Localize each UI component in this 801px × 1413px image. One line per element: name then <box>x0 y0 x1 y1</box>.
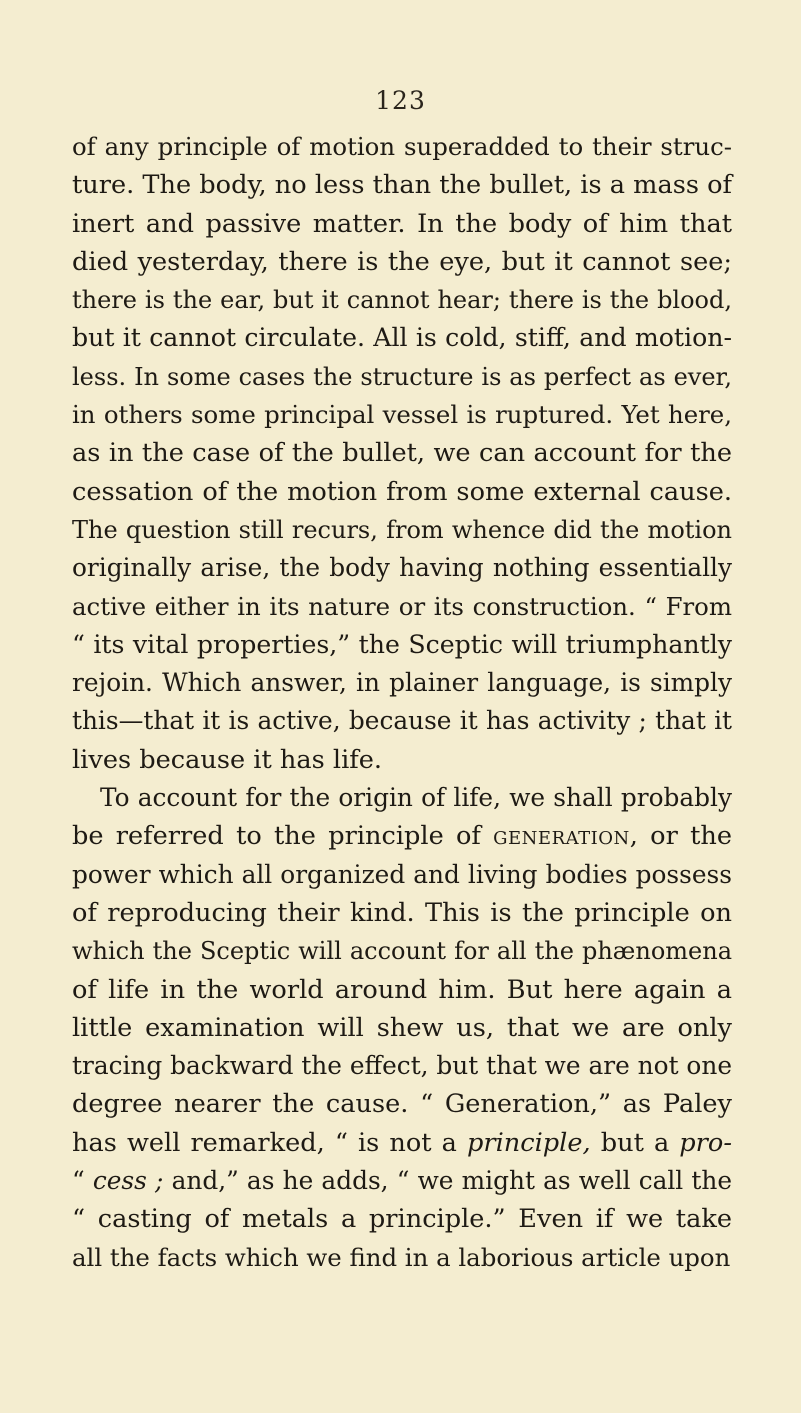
text-run: , or the <box>629 821 732 852</box>
text-line: of life in the world around him. But here again a <box>72 974 732 1005</box>
text-line: of reproducing their kind. This is the principle on <box>72 897 732 928</box>
text-line: died yesterday, there is the eye, but it cannot see; <box>72 246 732 277</box>
text-run: has well remarked, “ is not a <box>72 1127 467 1158</box>
text-line: inert and passive matter. In the body of him that <box>72 208 732 239</box>
text-line: degree nearer the cause. “ Generation,” as Paley <box>72 1089 732 1120</box>
italic-term: principle, <box>466 1127 591 1158</box>
text-line: of any principle of motion superadded to their struc- <box>72 132 732 161</box>
text-line: “ casting of metals a principle.” Even if we take <box>72 1204 732 1235</box>
text-line <box>72 817 732 855</box>
text-run: “ <box>72 1166 93 1196</box>
text-line: in others some principal vessel is ruptured. Yet here, <box>72 400 732 430</box>
text-line: but it cannot circulate. All is cold, stiff, and motion- <box>72 323 732 353</box>
text-line: tracing backward the effect, but that we are not one <box>72 1051 732 1081</box>
text-line: there is the ear, but it cannot hear; there is the blood, <box>72 286 732 315</box>
text-line <box>72 1124 732 1162</box>
text-line: power which all organized and living bodies possess <box>72 859 732 889</box>
italic-term: cess ; <box>92 1166 164 1196</box>
text-line: ture. The body, no less than the bullet, is a mass of <box>72 170 732 201</box>
text-run: be referred to the principle of <box>72 821 494 852</box>
text-line: this—that it is active, because it has activity ; that it <box>72 706 732 736</box>
italic-term: pro- <box>679 1127 732 1158</box>
page-number: 123 <box>375 86 426 115</box>
paragraph-start-line: To account for the origin of life, we shall probably <box>100 783 732 813</box>
text-line: all the facts which we find in a laborious article upon <box>72 1242 731 1272</box>
text-line: less. In some cases the structure is as perfect as ever, <box>72 362 732 391</box>
text-line: active either in its nature or its construction. “ From <box>72 591 732 621</box>
text-line: little examination will shew us, that we are only <box>72 1012 732 1043</box>
text-line <box>72 1162 732 1200</box>
text-run: but a <box>590 1127 680 1158</box>
text-line: cessation of the motion from some external cause. <box>72 476 732 507</box>
small-caps-term: generation <box>493 821 630 852</box>
text-line: which the Sceptic will account for all the phænomena <box>72 937 732 966</box>
text-line: rejoin. Which answer, in plainer language, is simply <box>72 668 732 698</box>
text-line: as in the case of the bullet, we can account for the <box>72 438 732 469</box>
text-line: lives because it has life. <box>72 744 383 775</box>
text-line: originally arise, the body having nothing essentially <box>72 553 732 583</box>
text-line: “ its vital properties,” the Sceptic will triumphantly <box>72 629 732 659</box>
text-line: The question still recurs, from whence did the motion <box>72 515 732 544</box>
text-run: and,” as he adds, “ we might as well call the <box>163 1166 733 1196</box>
body-text <box>72 128 732 1277</box>
